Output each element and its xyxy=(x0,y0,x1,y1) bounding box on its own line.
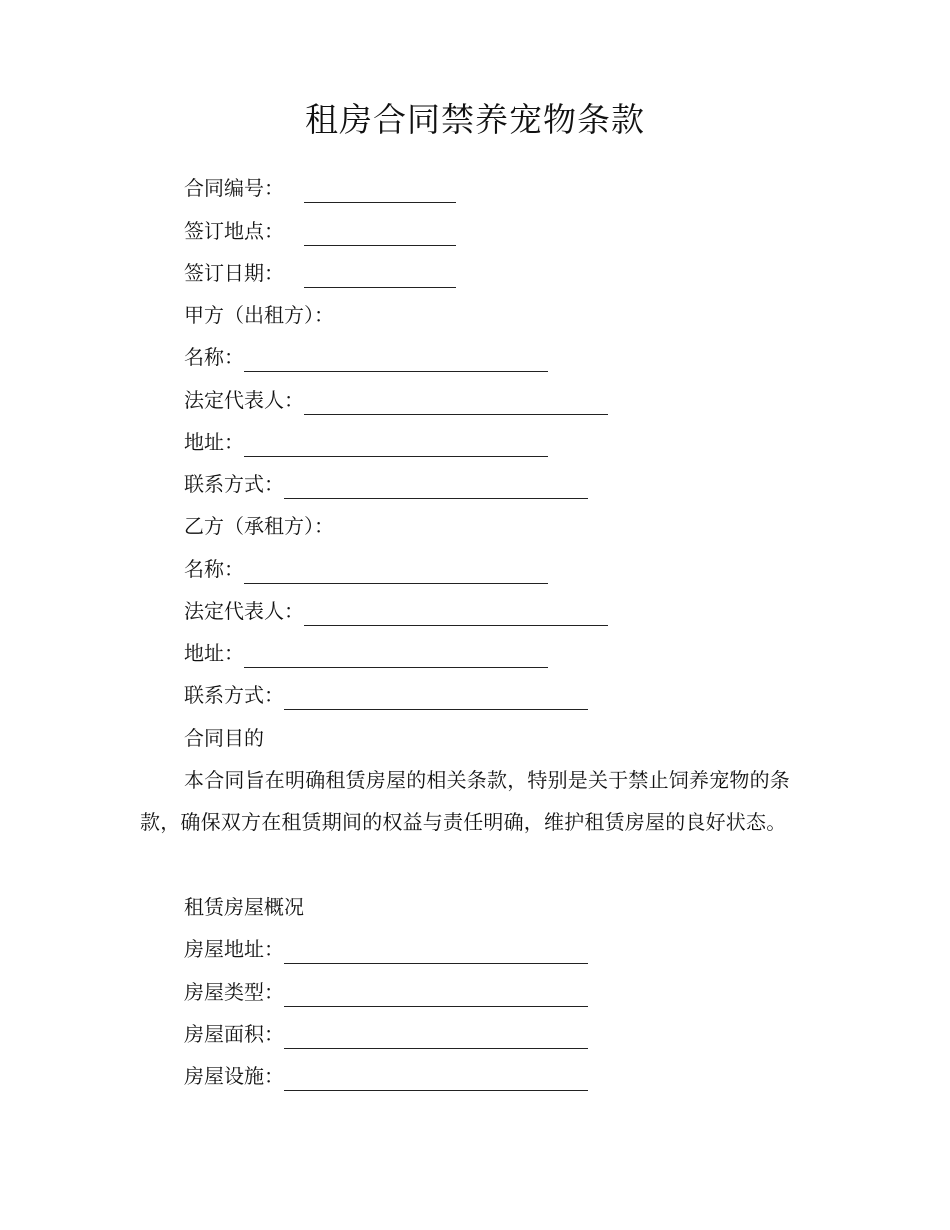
sign-place-label: 签订地点： xyxy=(184,219,284,243)
party-a-heading: 甲方（出租方）： xyxy=(184,303,334,327)
property-area-blank[interactable] xyxy=(284,1026,588,1049)
party-a-address-blank[interactable] xyxy=(244,434,548,457)
property-area-label: 房屋面积： xyxy=(184,1022,284,1046)
party-b-heading: 乙方（承租方）： xyxy=(184,514,334,538)
party-b-address-field xyxy=(184,638,548,668)
property-type-label: 房屋类型： xyxy=(184,980,284,1004)
party-a-address-label: 地址： xyxy=(184,430,244,454)
party-b-contact-blank[interactable] xyxy=(284,687,588,710)
party-a-name-label: 名称： xyxy=(184,345,244,369)
party-b-name-blank[interactable] xyxy=(244,561,548,584)
purpose-paragraph: 本合同旨在明确租赁房屋的相关条款，特别是关于禁止饲养宠物的条款，确保双方在租赁期间的权益与责任明确，维护租赁房屋的良好状态。 xyxy=(140,768,790,834)
party-b-contact-label: 联系方式： xyxy=(184,683,284,707)
contract-number-field xyxy=(184,173,456,203)
sign-place-field xyxy=(184,216,456,246)
property-address-blank[interactable] xyxy=(284,941,588,964)
contract-number-blank[interactable] xyxy=(304,180,456,203)
party-a-address-field xyxy=(184,427,548,457)
sign-date-label: 签订日期： xyxy=(184,261,284,285)
party-b-rep-field xyxy=(184,596,608,626)
property-type-field xyxy=(184,977,588,1007)
party-a-rep-blank[interactable] xyxy=(304,392,608,415)
purpose-heading: 合同目的 xyxy=(184,726,264,750)
sign-place-blank[interactable] xyxy=(304,223,456,246)
party-a-contact-field xyxy=(184,469,588,499)
property-facilities-field xyxy=(184,1061,588,1091)
property-address-field xyxy=(184,934,588,964)
document-title: 租房合同禁养宠物条款 xyxy=(305,100,645,139)
party-b-name-field xyxy=(184,554,548,584)
property-type-blank[interactable] xyxy=(284,984,588,1007)
property-facilities-label: 房屋设施： xyxy=(184,1064,284,1088)
sign-date-field xyxy=(184,258,456,288)
party-a-rep-field xyxy=(184,385,608,415)
property-facilities-blank[interactable] xyxy=(284,1068,588,1091)
party-a-rep-label: 法定代表人： xyxy=(184,388,304,412)
party-b-address-label: 地址： xyxy=(184,641,244,665)
contract-number-label: 合同编号： xyxy=(184,176,284,200)
party-b-name-label: 名称： xyxy=(184,557,244,581)
party-b-contact-field xyxy=(184,680,588,710)
party-a-contact-blank[interactable] xyxy=(284,476,588,499)
party-a-contact-label: 联系方式： xyxy=(184,472,284,496)
property-heading: 租赁房屋概况 xyxy=(184,895,304,919)
party-b-address-blank[interactable] xyxy=(244,645,548,668)
party-b-rep-label: 法定代表人： xyxy=(184,599,304,623)
party-b-rep-blank[interactable] xyxy=(304,603,608,626)
party-a-name-field xyxy=(184,342,548,372)
property-address-label: 房屋地址： xyxy=(184,937,284,961)
property-area-field xyxy=(184,1019,588,1049)
sign-date-blank[interactable] xyxy=(304,265,456,288)
party-a-name-blank[interactable] xyxy=(244,349,548,372)
